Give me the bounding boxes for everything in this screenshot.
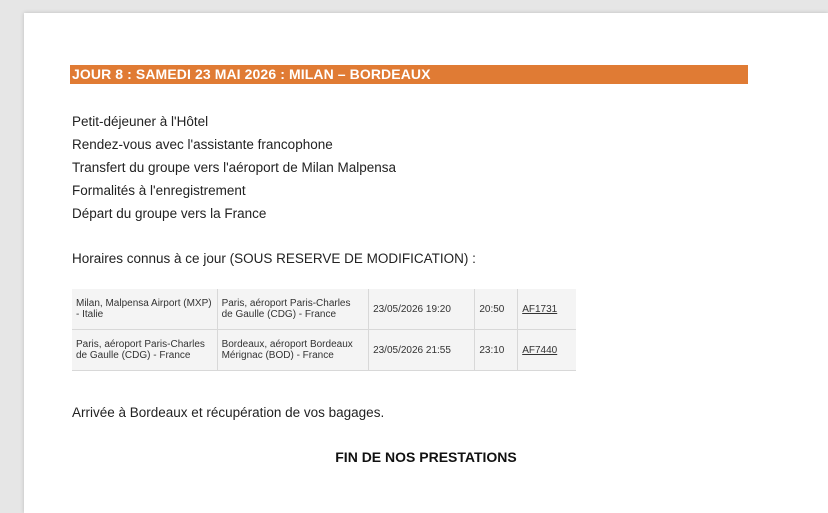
activity-item: Transfert du groupe vers l'aéroport de Milan Malpensa [72, 160, 396, 175]
end-title: FIN DE NOS PRESTATIONS [335, 449, 517, 465]
activity-item: Départ du groupe vers la France [72, 206, 267, 221]
departure-cell: Milan, Malpensa Airport (MXP) - Italie [72, 289, 217, 330]
datetime-cell: 23/05/2026 21:55 [369, 330, 475, 371]
flight-number-cell [518, 330, 576, 371]
document-page [24, 13, 828, 513]
arrival-note: Arrivée à Bordeaux et récupération de vos bagages. [72, 405, 385, 420]
activity-item: Rendez-vous avec l'assistante francophone [72, 137, 333, 152]
flight-number-cell [518, 289, 576, 330]
flight-number-link[interactable]: AF1731 [522, 303, 558, 315]
datetime-cell: 23/05/2026 19:20 [369, 289, 475, 330]
arrival-time-cell: 23:10 [475, 330, 518, 371]
table-row [72, 289, 576, 330]
flight-number-link[interactable]: AF7440 [522, 344, 558, 356]
departure-cell: Paris, aéroport Paris-Charles de Gaulle (CDG) - France [72, 330, 217, 371]
day-title-banner: JOUR 8 : SAMEDI 23 MAI 2026 : MILAN – BORDEAUX [70, 65, 748, 84]
activity-item: Formalités à l'enregistrement [72, 183, 246, 198]
table-row [72, 330, 576, 371]
activity-item: Petit-déjeuner à l'Hôtel [72, 114, 209, 129]
flight-table [72, 289, 576, 371]
arrival-cell: Bordeaux, aéroport Bordeaux Mérignac (BOD) - France [217, 330, 369, 371]
schedule-note: Horaires connus à ce jour (SOUS RESERVE DE MODIFICATION) : [72, 251, 476, 266]
arrival-time-cell: 20:50 [475, 289, 518, 330]
arrival-cell: Paris, aéroport Paris-Charles de Gaulle (CDG) - France [217, 289, 369, 330]
